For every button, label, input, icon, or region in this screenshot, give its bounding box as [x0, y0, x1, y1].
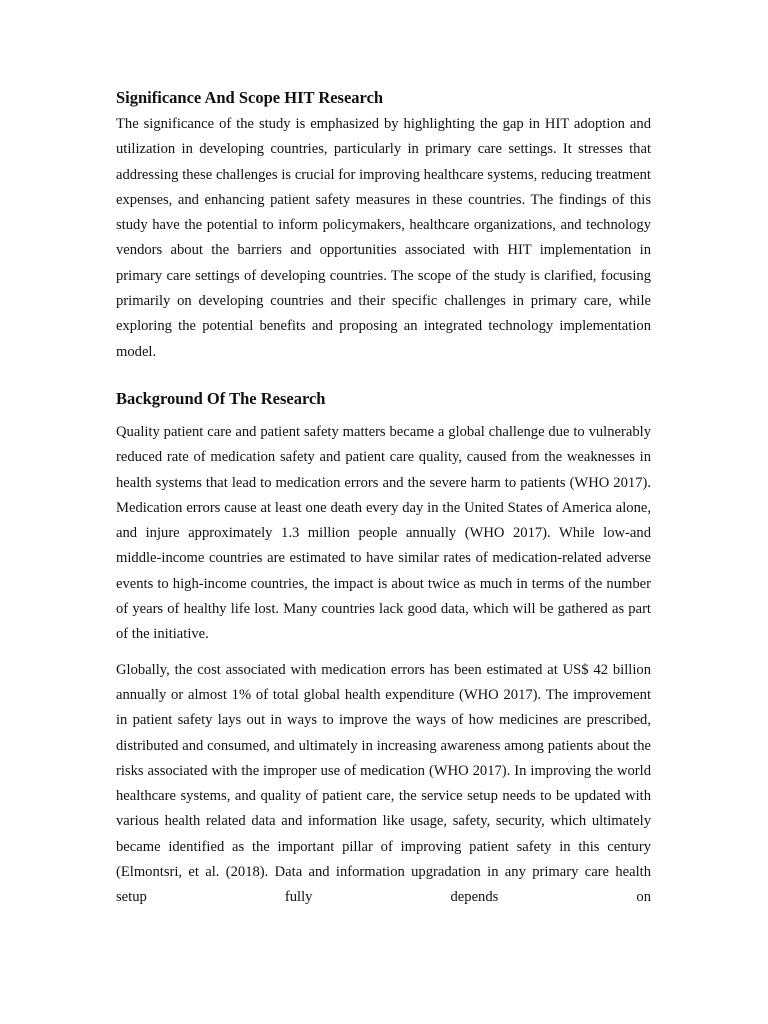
paragraph-background-1: Quality patient care and patient safety matters became a global challenge due to vulnerably reduced rate of medication safety and patient care quality, caused from the weaknesses in health systems that lead to medication errors and the severe harm to patients (WHO 2017). Medication errors cause at least one death every day in the United States of America alone, and injure approximately 1.3 million people annually (WHO 2017). While low-and middle-income countries are estimated to have similar rates of medication-related adverse events to high-income countries, the impact is about twice as much in terms of the number of years of healthy life lost. Many countries lack good data, which will be gathered as part of the initiative.: [116, 423, 651, 643]
paragraph-significance: The significance of the study is emphasized by highlighting the gap in HIT adoption and utilization in developing countries, particularly in primary care settings. It stresses that addressing these challenges is crucial for improving healthcare systems, reducing treatment expenses, and enhancing patient safety measures in these countries. The findings of this study have the potential to inform policymakers, healthcare organizations, and technology vendors about the barriers and opportunities associated with HIT implementation in primary care settings of developing countries. The scope of the study is clarified, focusing primarily on developing countries and their specific challenges in primary care, while exploring the potential benefits and proposing an integrated technology implementation model.: [116, 116, 651, 360]
section-heading-significance: Significance And Scope HIT Research: [116, 88, 384, 107]
paragraph-background-2: Globally, the cost associated with medication errors has been estimated at US$ 42 billion annually or almost 1% of total global health expenditure (WHO 2017). The improvement in patient safety lays out in ways to improve the ways of how medicines are prescribed, distributed and consumed, and ultimately in increasing awareness among patients about the risks associated with the improper use of medication (WHO 2017). In improving the world healthcare systems, and quality of patient care, the service setup needs to be updated with various health related data and information like usage, safety, security, which ultimately became identified as the important pillar of improving patient safety in this century (Elmontsri, et al. (2018). Data and information upgradation in any primary care health setup fully depends on: [116, 661, 651, 906]
document-page: [116, 86, 651, 911]
section-heading-background: Background Of The Research: [116, 388, 326, 408]
